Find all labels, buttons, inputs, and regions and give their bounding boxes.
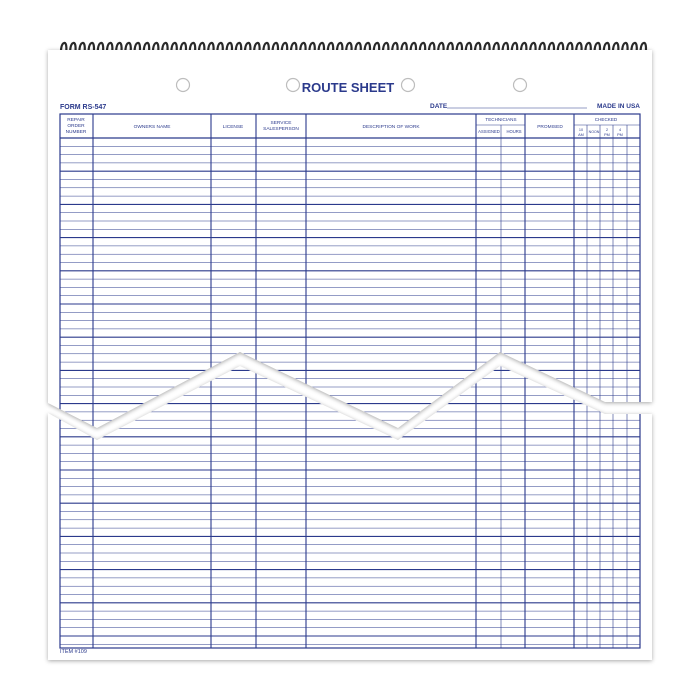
header-time-4-bottom: PM bbox=[617, 133, 623, 137]
header-owners-name: OWNERS NAME bbox=[133, 125, 171, 130]
header-service-salesperson-1: SERVICE bbox=[270, 121, 292, 126]
header-time-noon: NOON bbox=[588, 130, 600, 134]
made-in-label: MADE IN USA bbox=[597, 103, 640, 110]
header-hours: HOURS bbox=[506, 129, 522, 134]
punch-hole bbox=[177, 79, 190, 92]
header-description-of-work: DESCRIPTION OF WORK bbox=[362, 125, 420, 130]
header-time-2-top: 2 bbox=[605, 128, 609, 132]
form-title: ROUTE SHEET bbox=[301, 80, 395, 95]
header-license: LICENSE bbox=[222, 125, 244, 130]
punch-hole bbox=[287, 79, 300, 92]
header-checked: CHECKED bbox=[594, 117, 618, 122]
header-repair-order-1: REPAIR bbox=[67, 118, 85, 123]
header-technicians: TECHNICIANS bbox=[485, 117, 517, 122]
header-promised: PROMISED bbox=[537, 125, 563, 130]
punch-hole bbox=[514, 79, 527, 92]
item-number: ITEM #109 bbox=[60, 649, 87, 655]
header-service-salesperson-2: SALESPERSON bbox=[263, 127, 299, 132]
form-number: FORM RS-547 bbox=[60, 104, 107, 111]
header-time-4-top: 4 bbox=[618, 128, 622, 132]
header-time-10-bottom: AM bbox=[578, 133, 584, 137]
header-time-2-bottom: PM bbox=[604, 133, 610, 137]
punch-hole bbox=[402, 79, 415, 92]
sheet-bottom-piece bbox=[48, 366, 652, 660]
header-repair-order-3: NUMBER bbox=[65, 130, 87, 135]
header-repair-order-2: ORDER bbox=[67, 124, 85, 129]
header-assigned: ASSIGNED bbox=[478, 129, 500, 134]
header-time-10-top: 10 bbox=[578, 128, 584, 132]
sheet-top-piece bbox=[48, 50, 652, 428]
date-label: DATE bbox=[430, 103, 448, 110]
